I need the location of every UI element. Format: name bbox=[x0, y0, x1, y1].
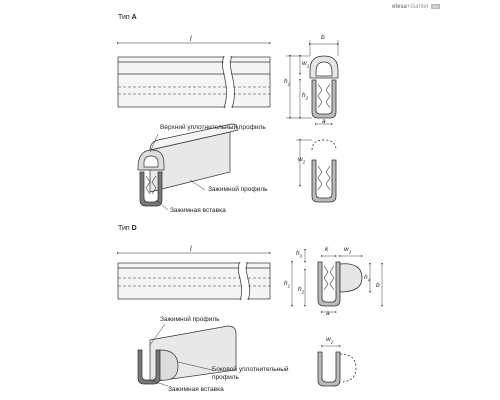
type-a-dim-w2: $w_2$ bbox=[298, 156, 306, 165]
type-d-dim-h2: $h_2$ bbox=[298, 286, 305, 295]
type-d-side-view bbox=[118, 253, 270, 300]
type-d-side-seal bbox=[340, 264, 362, 292]
type-d-dim-h1: $h_1$ bbox=[284, 280, 291, 289]
type-a-label-clamp-insert: Зажимная вставка bbox=[170, 207, 226, 214]
type-d-letter: D bbox=[131, 225, 137, 232]
type-d-dim-b: b bbox=[376, 282, 380, 289]
type-a-dim-w1: $w_1$ bbox=[302, 60, 310, 69]
type-d-dim-w2: $w_2$ bbox=[326, 336, 334, 345]
type-d-prefix: Тип bbox=[118, 225, 130, 232]
type-d-clamp-profile bbox=[318, 262, 340, 306]
type-a-cross-section bbox=[286, 40, 338, 124]
type-a-clamp-profile bbox=[312, 80, 336, 118]
type-a-label-top-seal: Верхний уплотнительный профиль bbox=[160, 124, 266, 131]
brand-name: elesa bbox=[392, 4, 408, 10]
type-a-side-view bbox=[118, 43, 270, 108]
type-d-dim-a: a bbox=[326, 310, 330, 317]
type-a-w2-detail bbox=[296, 140, 336, 202]
type-d-label-side-seal-line1: Боковой уплотнительный bbox=[212, 366, 289, 373]
type-d-label-clamp-profile: Зажимной профиль bbox=[160, 316, 220, 323]
type-a-prefix: Тип bbox=[118, 14, 130, 21]
type-a-dim-a: a bbox=[322, 118, 326, 125]
type-d-length-label: l bbox=[190, 246, 192, 253]
type-d-dim-w1: $w_1$ bbox=[344, 246, 352, 255]
type-d-label-side-seal-line2: профиль bbox=[212, 374, 239, 381]
type-d-dim-h4: $h_4$ bbox=[364, 274, 371, 283]
type-d-w2-detail bbox=[318, 346, 356, 386]
type-a-profile-body bbox=[118, 57, 270, 107]
type-d-dim-k: k bbox=[325, 246, 329, 253]
type-a-letter: A bbox=[131, 14, 137, 21]
type-d-dim-h3: $h_3$ bbox=[296, 250, 303, 259]
type-a-dim-h1: $h_1$ bbox=[284, 78, 291, 87]
type-a-length-label: l bbox=[190, 36, 192, 43]
type-a-dim-h2: $h_2$ bbox=[302, 92, 309, 101]
brand-suffix: +Ganter bbox=[407, 4, 429, 10]
type-d-label-clamp-insert: Зажимная вставка bbox=[168, 386, 224, 393]
brand-badge: EN bbox=[432, 4, 439, 9]
type-a-dim-b: b bbox=[321, 34, 325, 41]
type-a-label-clamp-profile: Зажимной профиль bbox=[208, 186, 268, 193]
